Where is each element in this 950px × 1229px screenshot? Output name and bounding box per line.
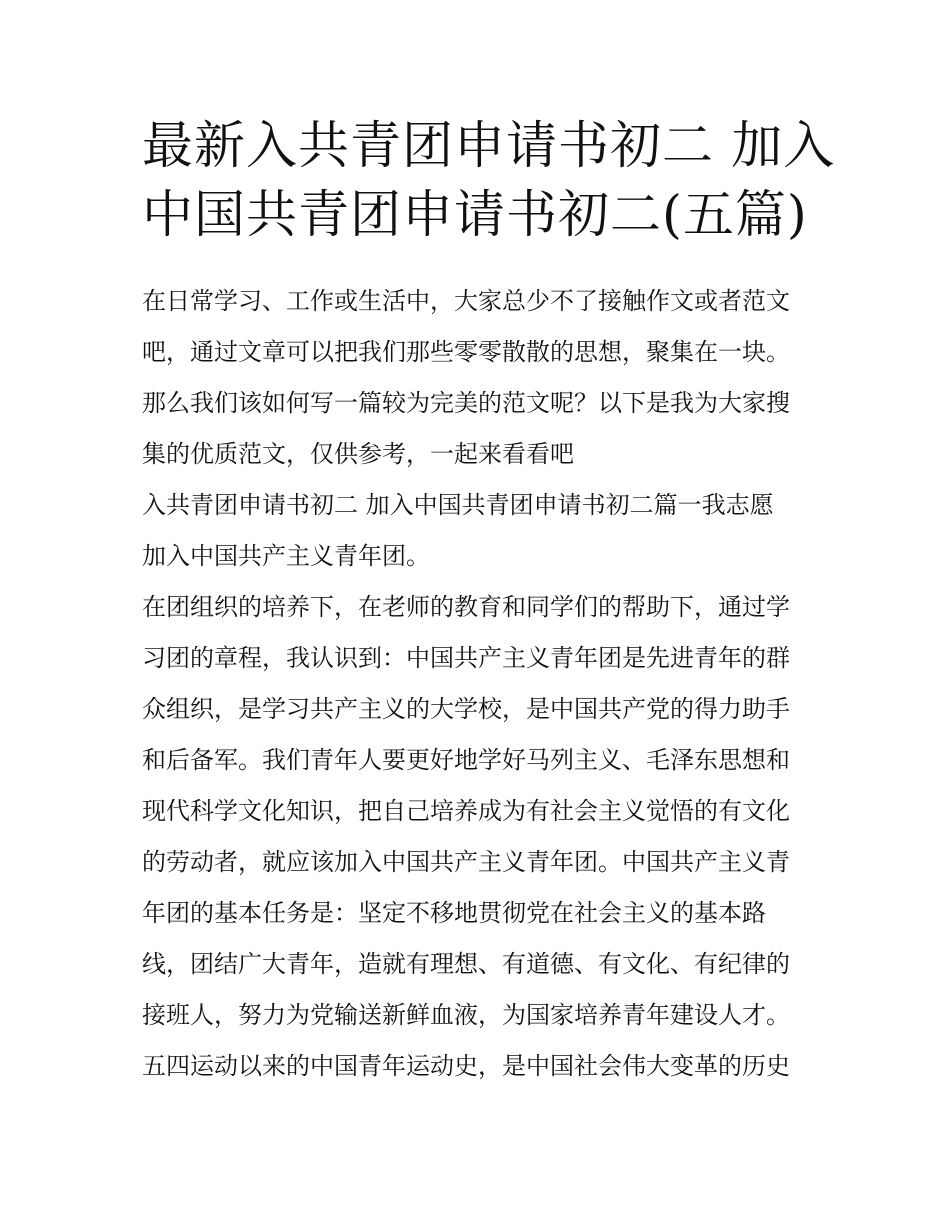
body-line: 在日常学习、工作或生活中，大家总少不了接触作文或者范文 [142, 287, 790, 315]
body-line: 五四运动以来的中国青年运动史，是中国社会伟大变革的历史 [142, 1052, 790, 1080]
body-line: 在团组织的培养下，在老师的教育和同学们的帮助下，通过学 [142, 593, 790, 621]
document-title [142, 112, 842, 250]
body-line: 那么我们该如何写一篇较为完美的范文呢？以下是我为大家搜 [142, 389, 790, 417]
body-line: 加入中国共产主义青年团。 [142, 542, 430, 570]
body-line: 的劳动者，就应该加入中国共产主义青年团。中国共产主义青 [142, 848, 790, 876]
body-line: 入共青团申请书初二 加入中国共青团申请书初二篇一我志愿 [142, 491, 774, 519]
body-line: 吧，通过文章可以把我们那些零零散散的思想，聚集在一块。 [142, 338, 790, 366]
body-line: 现代科学文化知识，把自己培养成为有社会主义觉悟的有文化 [142, 797, 790, 825]
body-line: 集的优质范文，仅供参考，一起来看看吧 [142, 440, 574, 468]
title-line: 中国共青团申请书初二(五篇) [142, 186, 808, 245]
document-body [142, 276, 832, 1092]
body-line: 习团的章程，我认识到：中国共产主义青年团是先进青年的群 [142, 644, 790, 672]
body-line: 年团的基本任务是：坚定不移地贯彻党在社会主义的基本路 [142, 899, 766, 927]
body-line: 和后备军。我们青年人要更好地学好马列主义、毛泽东思想和 [142, 746, 790, 774]
body-line: 线，团结广大青年，造就有理想、有道德、有文化、有纪律的 [142, 950, 790, 978]
body-line: 接班人，努力为党输送新鲜血液，为国家培养青年建设人才。 [142, 1001, 790, 1029]
title-line: 最新入共青团申请书初二 加入 [142, 117, 836, 176]
body-line: 众组织，是学习共产主义的大学校，是中国共产党的得力助手 [142, 695, 790, 723]
